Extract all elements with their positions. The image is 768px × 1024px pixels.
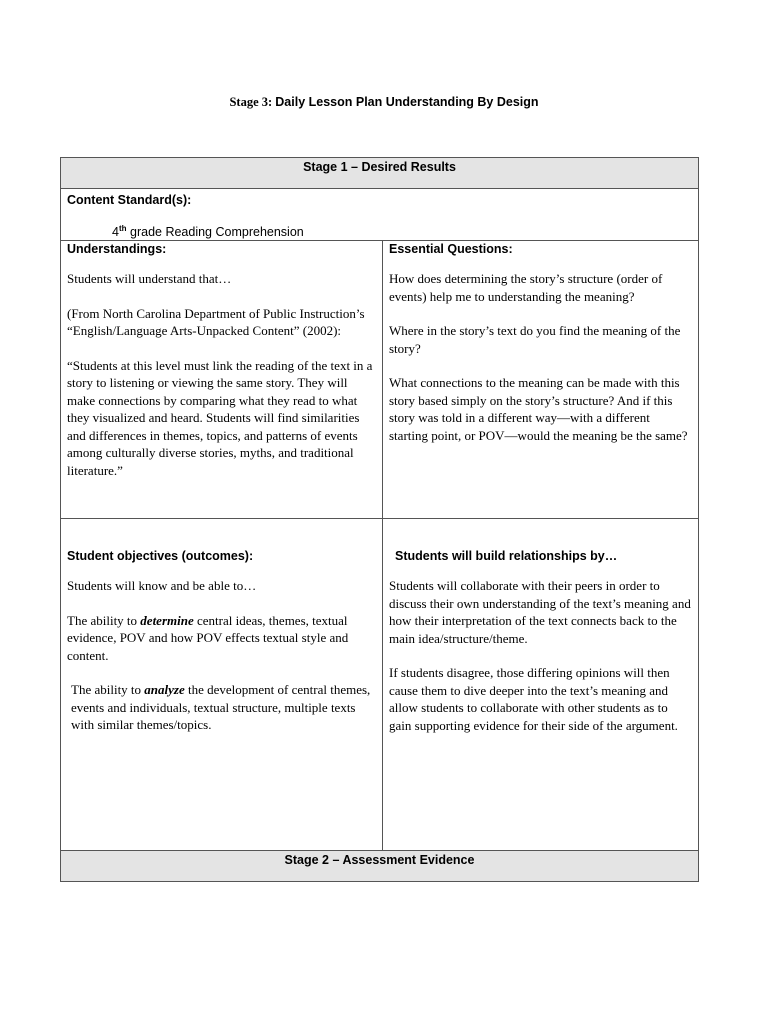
relationships-cell: [383, 519, 699, 851]
objectives-heading: Student objectives (outcomes):: [67, 549, 254, 563]
grade-subject: grade Reading Comprehension: [130, 225, 304, 239]
content-standard-label: Content Standard(s):: [67, 193, 192, 207]
objectives-p2-after: the development of central themes, events and individuals, textual structure, multiple texts with similar themes/topics.: [71, 682, 371, 732]
essential-question-1: How does determining the story’s structure (order of events) help me to understanding the meaning?: [389, 271, 663, 304]
grade-ordinal: th: [118, 224, 127, 233]
essential-questions-heading: Essential Questions:: [389, 242, 513, 256]
objectives-analyze: [67, 681, 376, 734]
document-title: [0, 95, 768, 110]
objectives-p1-before: The ability to: [67, 612, 141, 628]
content-standard-value: [112, 222, 692, 239]
relationships-heading: Students will build relationships by…: [395, 549, 618, 563]
objectives-p1-after: central ideas, themes, textual evidence, POV and how POV effects textual style and content.: [67, 612, 349, 663]
grade-number: 4: [112, 225, 119, 239]
document-title-text: Daily Lesson Plan Understanding By Design: [275, 95, 539, 109]
essential-question-3: What connections to the meaning can be made with this story based simply on the story’s structure? And if this story was told in a different way—with a different starting point, or POV—would the meaning be the same?: [389, 375, 688, 443]
understandings-p1: Students will understand that…: [67, 271, 232, 286]
objectives-p2-emphasis: analyze: [144, 682, 185, 697]
understandings-heading: Understandings:: [67, 242, 167, 256]
document-title-stage: Stage 3:: [229, 95, 273, 109]
relationships-p1: Students will collaborate with their peers in order to discuss their own understanding of the text’s meaning and how their interpretation of the text connects back to the main idea/structure/theme.: [389, 578, 691, 646]
essential-question-2: Where in the story’s text do you find the meaning of the story?: [389, 323, 681, 356]
objectives-cell: [61, 519, 383, 851]
content-standard-cell: [61, 189, 699, 241]
stage1-header: Stage 1 – Desired Results: [61, 158, 699, 189]
understandings-cell: [61, 241, 383, 519]
objectives-intro: Students will know and be able to…: [67, 578, 257, 593]
understandings-p2: (From North Carolina Department of Public Instruction’s “English/Language Arts-Unpacked Content” (2002):: [67, 305, 365, 338]
understandings-p3: “Students at this level must link the reading of the text in a story to listening or viewing the same story. They will make connections by comparing what they read to what they visualized and heard. Students will find similarities and differences in themes, topics, and patterns of events among culturally diverse stories, myths, and traditional literature.”: [67, 357, 373, 478]
objectives-p1-emphasis: determine: [140, 612, 194, 628]
relationships-p2: If students disagree, those differing opinions will then cause them to dive deeper into the text’s meaning and allow students to collaborate with other students as to gain supporting evidence for their side of the argument.: [389, 665, 678, 733]
lesson-plan-table: [60, 157, 699, 882]
objectives-p2-before: The ability to: [71, 682, 145, 697]
objectives-determine: [67, 612, 376, 665]
stage2-header: Stage 2 – Assessment Evidence: [61, 851, 699, 882]
essential-questions-cell: [383, 241, 699, 519]
